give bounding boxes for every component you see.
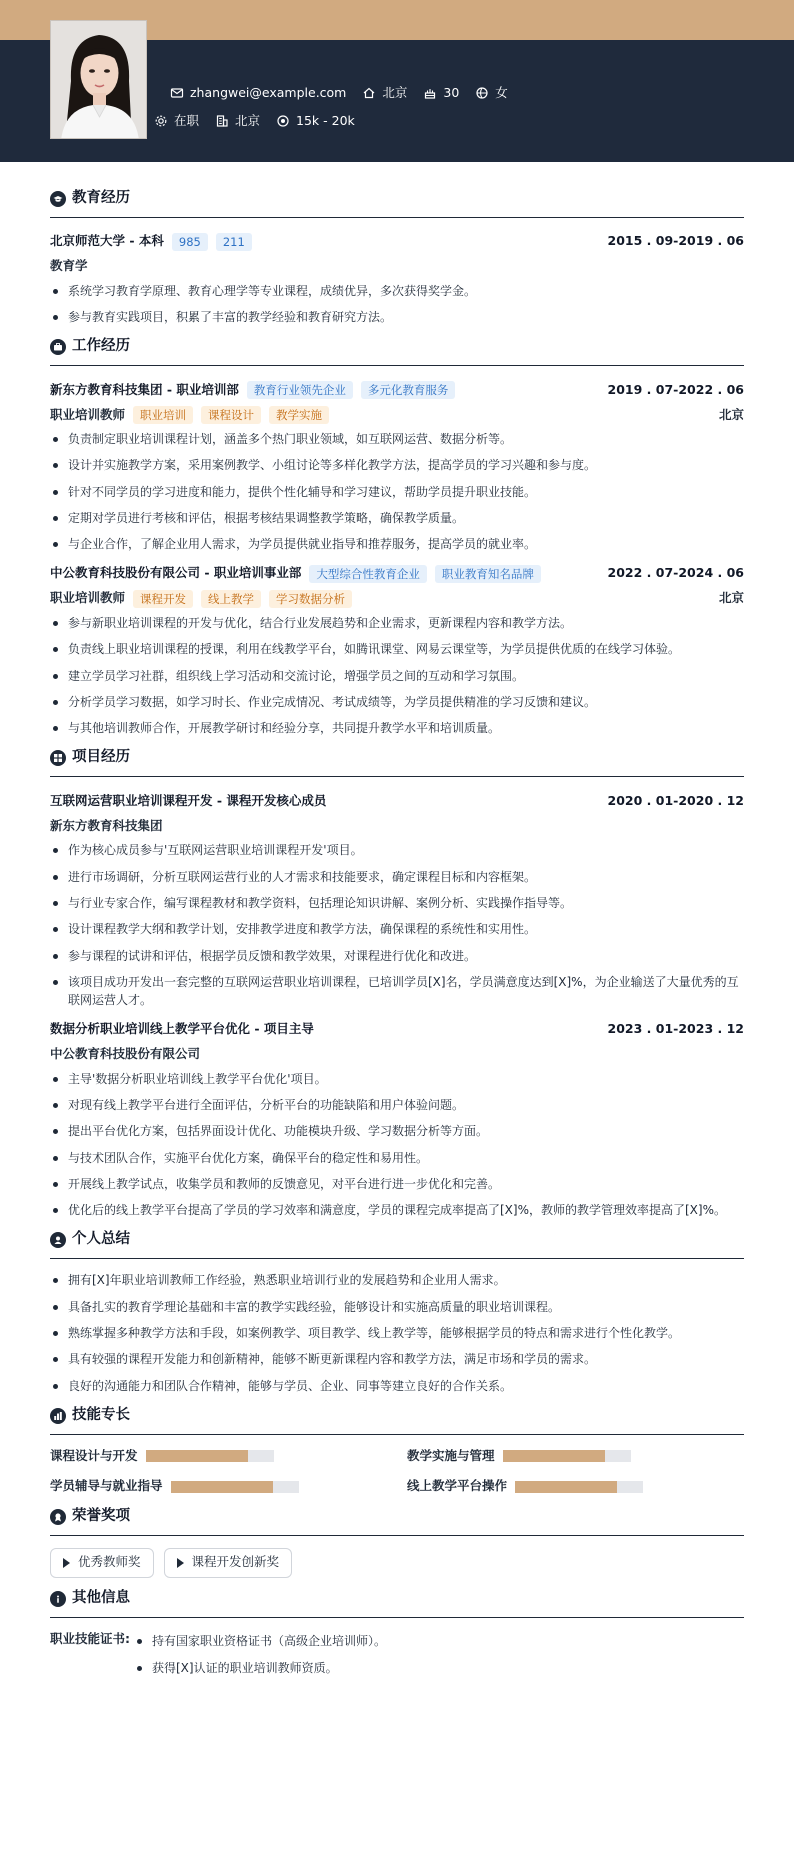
work-entry bbox=[50, 562, 744, 738]
list-item: 定期对学员进行考核和评估，根据考核结果调整教学策略，确保教学质量。 bbox=[50, 509, 744, 527]
role-tag: 职业培训 bbox=[133, 406, 193, 424]
city-text: 北京 bbox=[382, 85, 408, 100]
summary-bullets bbox=[50, 1271, 744, 1395]
skill-name: 学员辅导与就业指导 bbox=[50, 1478, 163, 1494]
gender-icon bbox=[475, 86, 489, 100]
info-icon bbox=[50, 1591, 66, 1607]
work-section bbox=[50, 336, 744, 737]
education-section bbox=[50, 188, 744, 326]
work-bullets bbox=[50, 430, 744, 554]
skill-item bbox=[407, 1477, 744, 1496]
role-tag: 课程开发 bbox=[133, 590, 193, 608]
list-item: 熟练掌握多种教学方法和手段，如案例教学、项目教学、线上教学等，能够根据学员的特点和需求进行个性化教学。 bbox=[50, 1324, 744, 1342]
list-item: 负责制定职业培训课程计划，涵盖多个热门职业领域，如互联网运营、数据分析等。 bbox=[50, 430, 744, 448]
project-bullets bbox=[50, 1070, 744, 1220]
list-item: 参与新职业培训课程的开发与优化，结合行业发展趋势和企业需求，更新课程内容和教学方法。 bbox=[50, 614, 744, 632]
list-item: 优化后的线上教学平台提高了学员的学习效率和满意度，学员的课程完成率提高了[X]%，教师的教学管理效率提高了[X]%。 bbox=[50, 1201, 744, 1219]
education-date: 2015 . 09-2019 . 06 bbox=[607, 233, 744, 249]
skill-name: 线上教学平台操作 bbox=[407, 1478, 508, 1494]
gear-icon bbox=[154, 114, 168, 128]
education-title: 教育经历 bbox=[50, 188, 744, 218]
list-item: 拥有[X]年职业培训教师工作经验，熟悉职业培训行业的发展趋势和企业用人需求。 bbox=[50, 1271, 744, 1289]
list-item: 与其他培训教师合作，开展教学研讨和经验分享，共同提升教学水平和培训质量。 bbox=[50, 719, 744, 737]
cake-icon bbox=[423, 86, 437, 100]
list-item: 该项目成功开发出一套完整的互联网运营职业培训课程，已培训学员[X]名，学员满意度达到[X]%，为企业输送了大量优秀的互联网运营人才。 bbox=[50, 973, 744, 1009]
mail-icon bbox=[170, 86, 184, 100]
skill-bar bbox=[171, 1481, 299, 1493]
play-icon bbox=[63, 1558, 70, 1568]
project-bullets bbox=[50, 841, 744, 1009]
major-name: 教育学 bbox=[50, 258, 88, 274]
role-tag: 教学实施 bbox=[269, 406, 329, 424]
list-item: 针对不同学员的学习进度和能力，提供个性化辅导和学习建议，帮助学员提升职业技能。 bbox=[50, 483, 744, 501]
project-name: 互联网运营职业培训课程开发 - 课程开发核心成员 bbox=[50, 792, 327, 808]
awards-section bbox=[50, 1506, 744, 1578]
resume-content bbox=[0, 162, 794, 1686]
role-name: 职业培训教师 bbox=[50, 406, 126, 422]
work-location: 北京 bbox=[718, 406, 744, 422]
award-chip[interactable] bbox=[50, 1548, 154, 1578]
list-item: 建立学员学习社群，组织线上学习活动和交流讨论，增强学员之间的互动和学习氛围。 bbox=[50, 667, 744, 685]
list-item: 开展线上教学试点，收集学员和教师的反馈意见，对平台进行进一步优化和完善。 bbox=[50, 1175, 744, 1193]
company-name: 中公教育科技股份有限公司 - 职业培训事业部 bbox=[50, 565, 302, 581]
education-bullets bbox=[50, 282, 744, 326]
certificates-block bbox=[50, 1630, 744, 1686]
skill-item bbox=[50, 1477, 387, 1496]
role-tag: 学习数据分析 bbox=[269, 590, 352, 608]
role-tag: 线上教学 bbox=[201, 590, 261, 608]
user-icon bbox=[50, 1232, 66, 1248]
skill-fill bbox=[146, 1450, 248, 1462]
salary-item bbox=[276, 112, 355, 131]
list-item: 负责线上职业培训课程的授课，利用在线教学平台，如腾讯课堂、网易云课堂等，为学员提供优质的在线学习体验。 bbox=[50, 640, 744, 658]
skill-fill bbox=[171, 1481, 273, 1493]
profile-photo bbox=[50, 20, 147, 139]
list-item: 主导'数据分析职业培训线上教学平台优化'项目。 bbox=[50, 1070, 744, 1088]
skills-grid bbox=[50, 1447, 744, 1497]
target-city-text: 北京 bbox=[235, 113, 261, 128]
projects-title: 项目经历 bbox=[50, 747, 744, 777]
skill-bar bbox=[146, 1450, 274, 1462]
list-item: 提出平台优化方案，包括界面设计优化、功能模块升级、学习数据分析等方面。 bbox=[50, 1122, 744, 1140]
role-tag: 课程设计 bbox=[201, 406, 261, 424]
list-item: 系统学习教育学原理、教育心理学等专业课程，成绩优异，多次获得奖学金。 bbox=[50, 282, 744, 300]
list-item: 与技术团队合作，实施平台优化方案，确保平台的稳定性和易用性。 bbox=[50, 1149, 744, 1167]
grid-icon bbox=[50, 750, 66, 766]
skill-bar bbox=[515, 1481, 643, 1493]
other-section bbox=[50, 1588, 744, 1686]
project-entry bbox=[50, 789, 744, 1009]
certificates-label: 职业技能证书: bbox=[50, 1630, 130, 1646]
award-icon bbox=[50, 1509, 66, 1525]
projects-section bbox=[50, 747, 744, 1219]
work-date: 2022 . 07-2024 . 06 bbox=[607, 565, 744, 581]
school-name: 北京师范大学 - 本科 bbox=[50, 233, 164, 249]
list-item: 进行市场调研，分析互联网运营行业的人才需求和技能要求，确定课程目标和内容框架。 bbox=[50, 868, 744, 886]
city-item bbox=[362, 84, 407, 103]
list-item: 作为核心成员参与'互联网运营职业培训课程开发'项目。 bbox=[50, 841, 744, 859]
work-date: 2019 . 07-2022 . 06 bbox=[607, 381, 744, 397]
skill-bar bbox=[503, 1450, 631, 1462]
company-tag: 多元化教育服务 bbox=[361, 381, 456, 399]
age-item bbox=[423, 84, 459, 103]
summary-section bbox=[50, 1229, 744, 1394]
summary-title: 个人总结 bbox=[50, 1229, 744, 1259]
work-entry bbox=[50, 378, 744, 554]
award-label: 课程开发创新奖 bbox=[191, 1554, 280, 1570]
email-item[interactable] bbox=[170, 84, 346, 103]
work-bullets bbox=[50, 614, 744, 738]
awards-title: 荣誉奖项 bbox=[50, 1506, 744, 1536]
list-item: 与行业专家合作，编写课程教材和教学资料，包括理论知识讲解、案例分析、实践操作指导等。 bbox=[50, 894, 744, 912]
skills-title: 技能专长 bbox=[50, 1405, 744, 1435]
list-item: 与企业合作，了解企业用人需求，为学员提供就业指导和推荐服务，提高学员的就业率。 bbox=[50, 535, 744, 553]
company-tag: 教育行业领先企业 bbox=[247, 381, 353, 399]
list-item: 具有较强的课程开发能力和创新精神，能够不断更新课程内容和教学方法，满足市场和学员的需求。 bbox=[50, 1350, 744, 1368]
awards-list bbox=[50, 1548, 744, 1578]
salary-text: 15k - 20k bbox=[296, 113, 355, 128]
skill-item bbox=[407, 1447, 744, 1466]
project-org: 新东方教育科技集团 bbox=[50, 817, 163, 833]
skill-name: 课程设计与开发 bbox=[50, 1447, 138, 1463]
company-tag: 大型综合性教育企业 bbox=[309, 565, 427, 583]
award-label: 优秀教师奖 bbox=[78, 1554, 141, 1570]
home-icon bbox=[362, 86, 376, 100]
list-item: 具备扎实的教育学理论基础和丰富的教学实践经验，能够设计和实施高质量的职业培训课程。 bbox=[50, 1298, 744, 1316]
profile-header bbox=[0, 40, 794, 162]
play-icon bbox=[177, 1558, 184, 1568]
age-text: 30 bbox=[443, 85, 460, 100]
skill-name: 教学实施与管理 bbox=[407, 1447, 495, 1463]
education-entry bbox=[50, 230, 744, 326]
role-name: 职业培训教师 bbox=[50, 590, 126, 606]
other-title: 其他信息 bbox=[50, 1588, 744, 1618]
list-item: 获得[X]认证的职业培训教师资质。 bbox=[134, 1659, 386, 1677]
contact-row bbox=[154, 84, 524, 103]
list-item: 持有国家职业资格证书（高级企业培训师）。 bbox=[134, 1632, 386, 1650]
list-item: 分析学员学习数据，如学习时长、作业完成情况、考试成绩等，为学员提供精准的学习反馈和建议。 bbox=[50, 693, 744, 711]
skill-fill bbox=[503, 1450, 605, 1462]
bar-chart-icon bbox=[50, 1408, 66, 1424]
company-name: 新东方教育科技集团 - 职业培训部 bbox=[50, 381, 239, 397]
gender-item bbox=[475, 84, 508, 103]
gender-text: 女 bbox=[495, 85, 508, 100]
briefcase-icon bbox=[50, 339, 66, 355]
graduation-cap-icon bbox=[50, 191, 66, 207]
status-item bbox=[154, 112, 199, 131]
project-org: 中公教育科技股份有限公司 bbox=[50, 1046, 201, 1062]
job-status-row bbox=[154, 112, 371, 131]
project-entry bbox=[50, 1018, 744, 1220]
certificates-list bbox=[134, 1632, 386, 1686]
work-title: 工作经历 bbox=[50, 336, 744, 366]
salary-icon bbox=[276, 114, 290, 128]
award-chip[interactable] bbox=[164, 1548, 293, 1578]
project-date: 2023 . 01-2023 . 12 bbox=[607, 1021, 744, 1037]
skills-section bbox=[50, 1405, 744, 1496]
list-item: 设计课程教学大纲和教学计划，安排教学进度和教学方法，确保课程的系统性和实用性。 bbox=[50, 920, 744, 938]
school-tag: 211 bbox=[216, 233, 252, 251]
company-tag: 职业教育知名品牌 bbox=[435, 565, 541, 583]
school-tag: 985 bbox=[172, 233, 208, 251]
list-item: 良好的沟通能力和团队合作精神，能够与学员、企业、同事等建立良好的合作关系。 bbox=[50, 1377, 744, 1395]
project-date: 2020 . 01-2020 . 12 bbox=[607, 792, 744, 808]
target-city-item bbox=[215, 112, 260, 131]
skill-fill bbox=[515, 1481, 617, 1493]
status-text: 在职 bbox=[174, 113, 200, 128]
project-name: 数据分析职业培训线上教学平台优化 - 项目主导 bbox=[50, 1021, 314, 1037]
list-item: 参与课程的试讲和评估，根据学员反馈和教学效果，对课程进行优化和改进。 bbox=[50, 947, 744, 965]
skill-item bbox=[50, 1447, 387, 1466]
email-text: zhangwei@example.com bbox=[190, 85, 347, 100]
building-icon bbox=[215, 114, 229, 128]
list-item: 参与教育实践项目，积累了丰富的教学经验和教育研究方法。 bbox=[50, 308, 744, 326]
list-item: 设计并实施教学方案，采用案例教学、小组讨论等多样化教学方法，提高学员的学习兴趣和参与度。 bbox=[50, 456, 744, 474]
list-item: 对现有线上教学平台进行全面评估，分析平台的功能缺陷和用户体验问题。 bbox=[50, 1096, 744, 1114]
work-location: 北京 bbox=[718, 590, 744, 606]
